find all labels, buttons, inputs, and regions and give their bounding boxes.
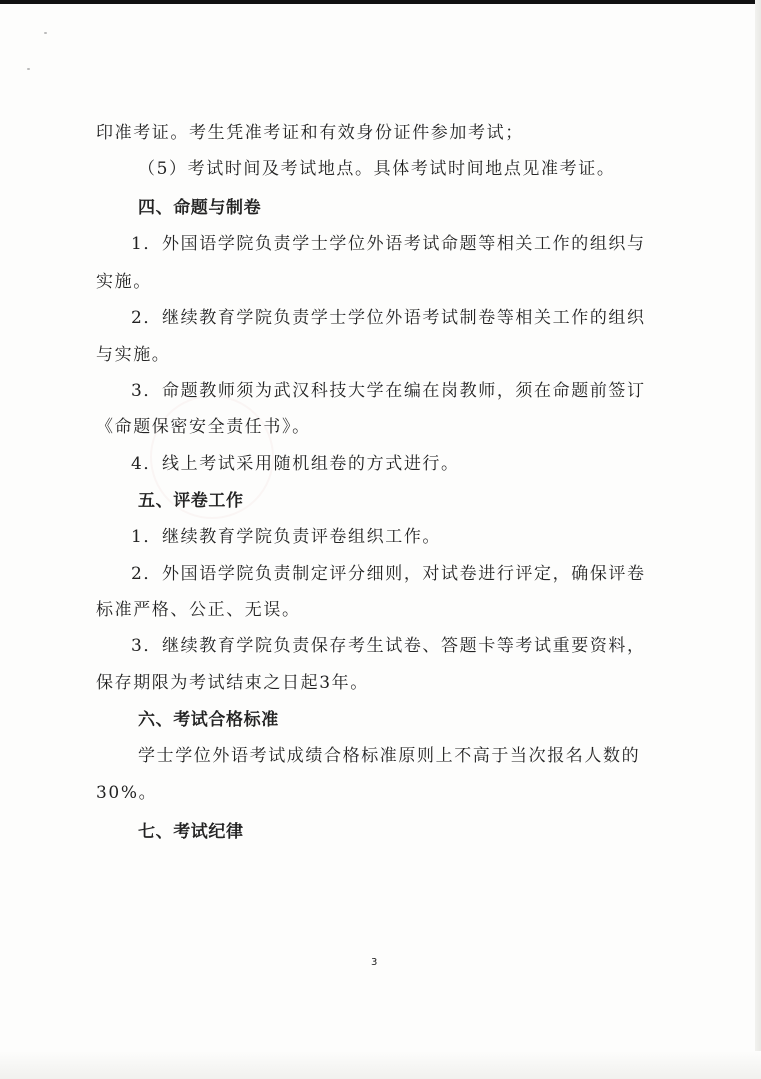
text-line: 与实施。 <box>96 345 171 365</box>
section-heading: 七、考试纪律 <box>138 822 244 842</box>
text-line: 4．线上考试采用随机组卷的方式进行。 <box>131 454 460 474</box>
text-line: 印准考证。考生凭准考证和有效身份证件参加考试； <box>96 123 524 143</box>
text-line: 30%。 <box>96 783 158 803</box>
text-line: 标准严格、公正、无误。 <box>96 600 301 620</box>
text-line: 1．外国语学院负责学士学位外语考试命题等相关工作的组织与 <box>131 234 646 254</box>
section-heading: 四、命题与制卷 <box>138 198 262 218</box>
text-line: 3．命题教师须为武汉科技大学在编在岗教师，须在命题前签订 <box>131 381 646 401</box>
text-line: 《命题保密安全责任书》。 <box>96 417 311 437</box>
text-line: 学士学位外语考试成绩合格标准原则上不高于当次报名人数的 <box>138 746 641 766</box>
text-line: 保存期限为考试结束之日起3年。 <box>96 673 369 693</box>
text-line: （5）考试时间及考试地点。具体考试时间地点见准考证。 <box>138 159 616 179</box>
text-line: 2．继续教育学院负责学士学位外语考试制卷等相关工作的组织 <box>131 308 646 328</box>
text-line: 实施。 <box>96 272 152 292</box>
page-number: 3 <box>371 957 378 968</box>
text-line: 2．外国语学院负责制定评分细则，对试卷进行评定，确保评卷 <box>131 564 646 584</box>
text-line: 1．继续教育学院负责评卷组织工作。 <box>131 527 442 547</box>
section-heading: 六、考试合格标准 <box>138 710 279 730</box>
text-line: 3．继续教育学院负责保存考生试卷、答题卡等考试重要资料， <box>131 636 646 656</box>
section-heading: 五、评卷工作 <box>138 491 244 511</box>
